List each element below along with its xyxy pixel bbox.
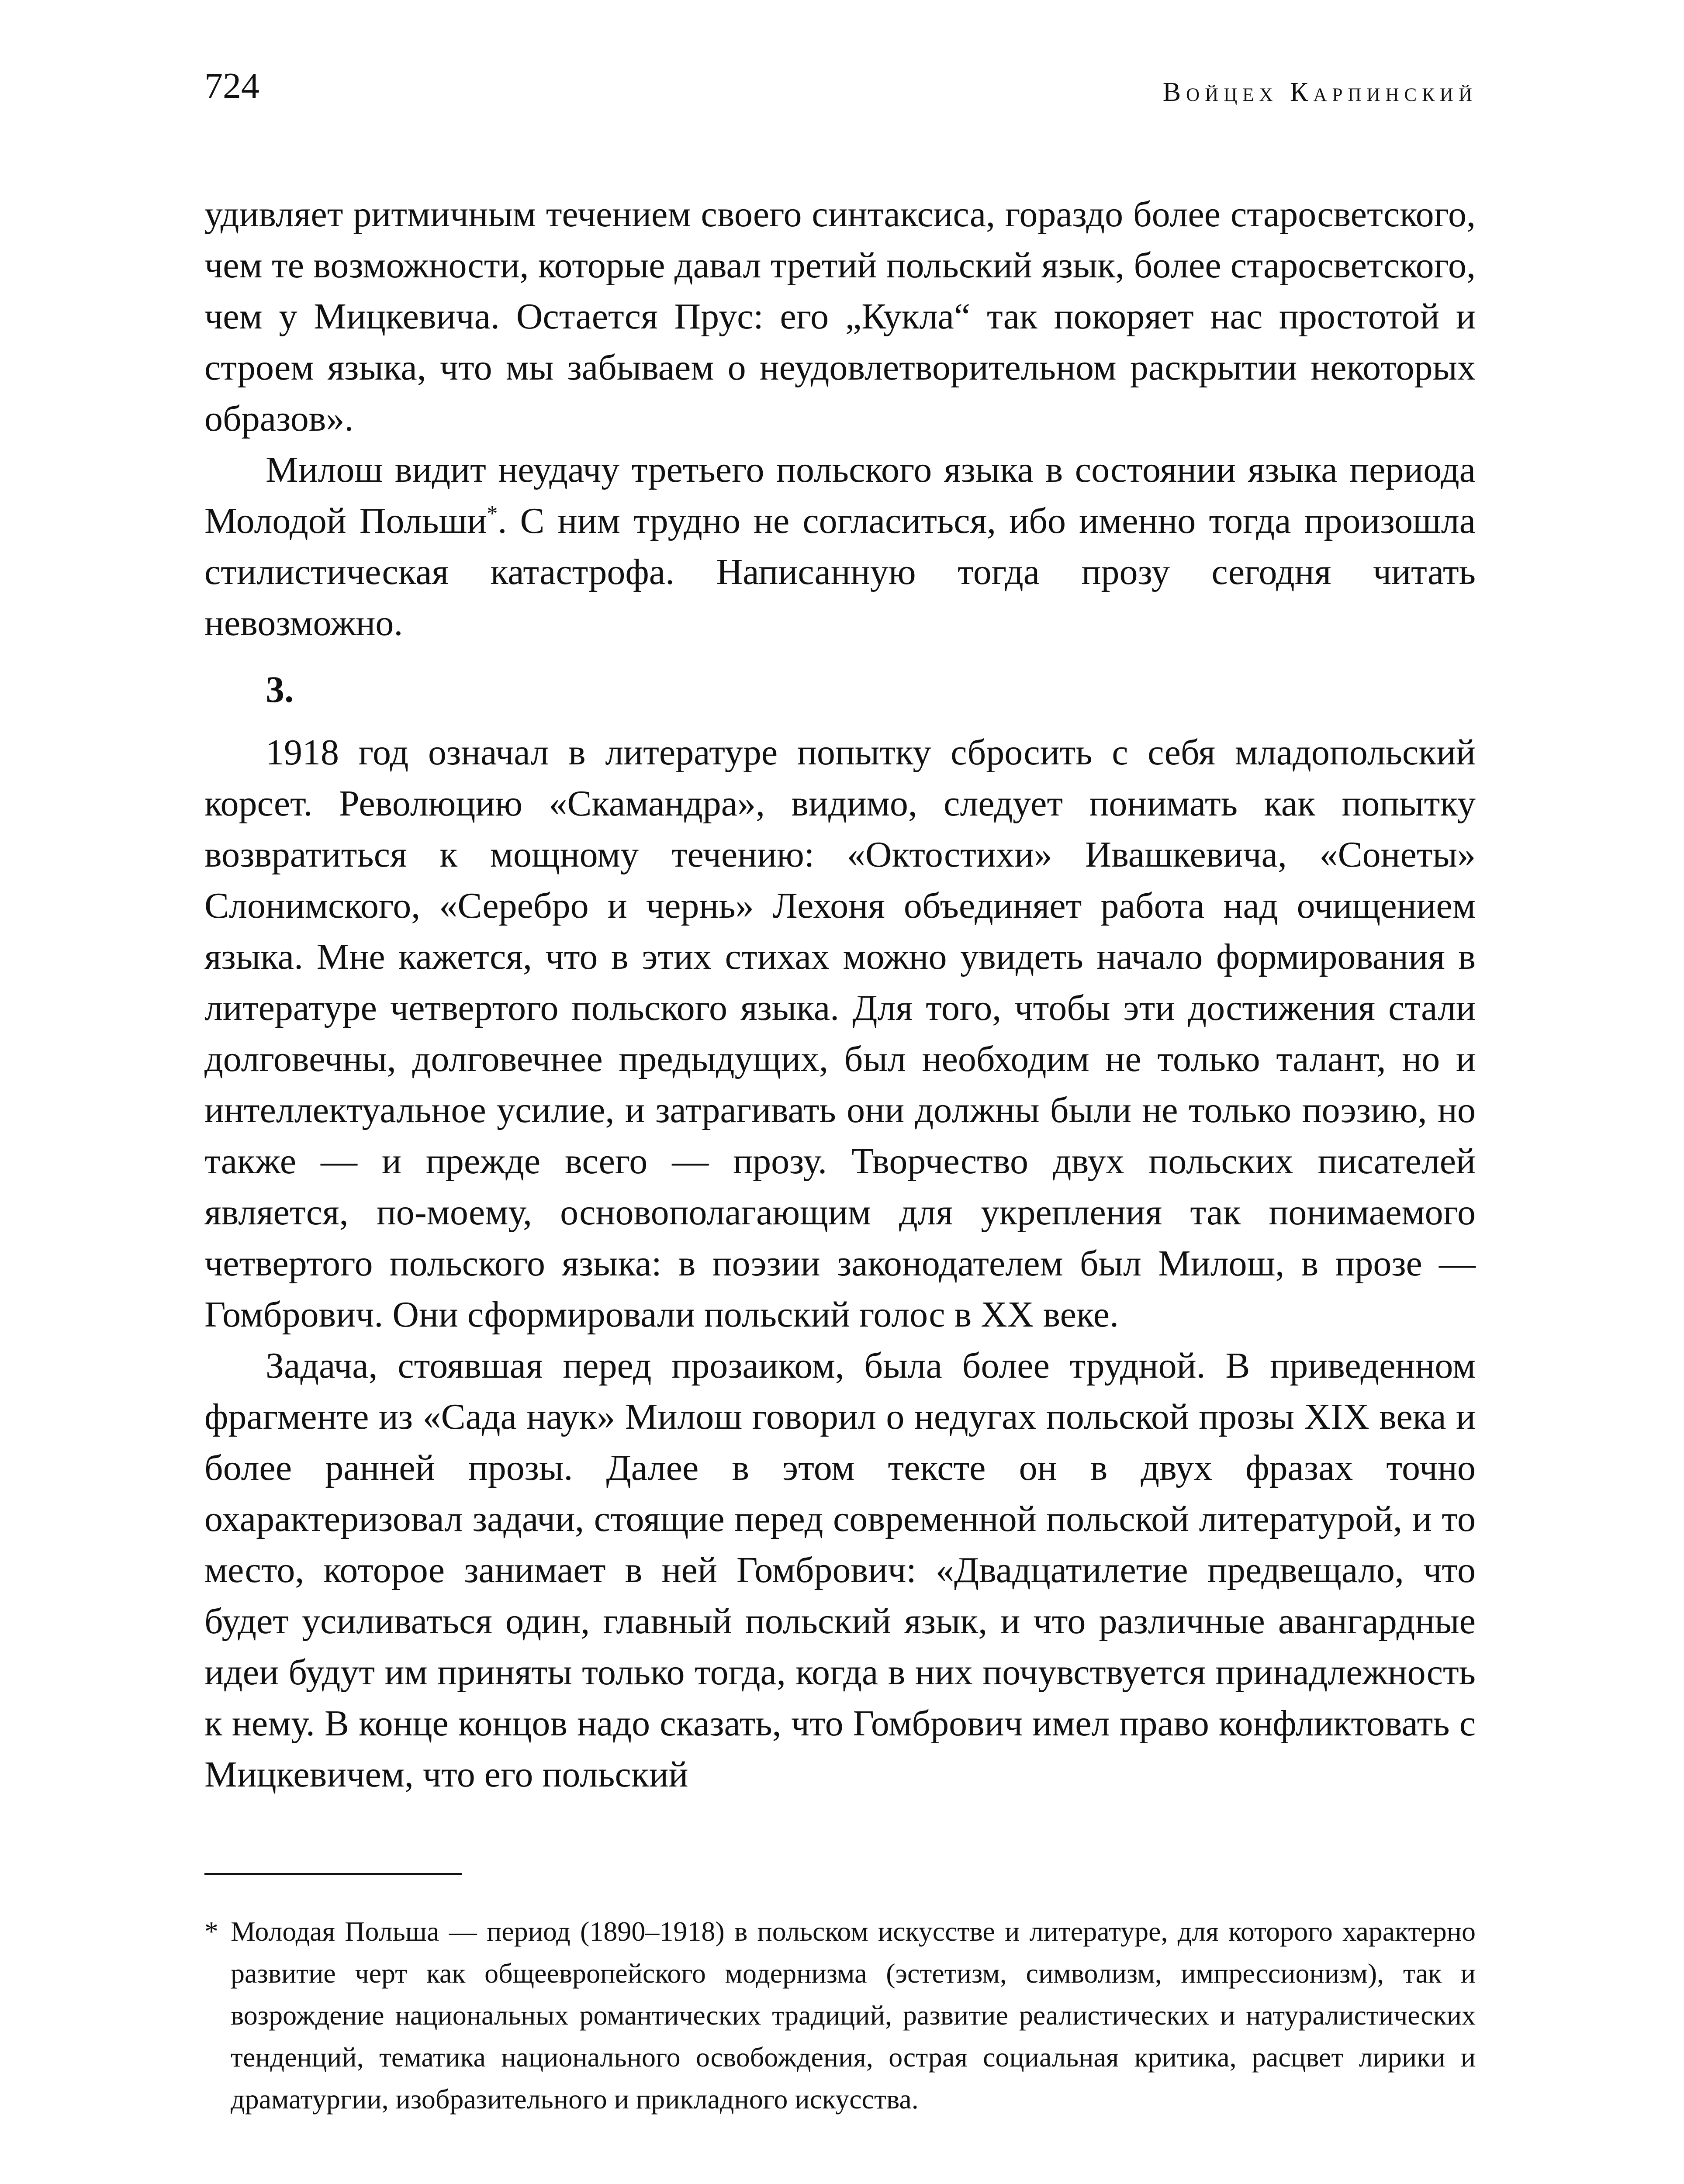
- top-text-block: [204, 189, 1476, 649]
- section-text-block: [204, 727, 1476, 1800]
- paragraph-1918: 1918 год означал в литературе попытку сбросить с себя младопольский корсет. Революцию «Скамандра», видимо, следует понимать как попытку возвратиться к мощному течению: «Октостихи» Ивашкевича, «Сонеты» Слонимского, «Серебро и чернь» Лехоня объединяет работа над очищением языка. Мне кажется, что в этих стихах можно увидеть начало формирования в литературе четвертого польского языка. Для того, чтобы эти достижения стали долговечны, долговечнее предыдущих, был необходим не только талант, но и интеллектуальное усилие, и затрагивать они должны были не только поэзию, но также — и прежде всего — прозу. Творчество двух польских писателей является, по-моему, основополагающим для укрепления так понимаемого четвертого польского языка: в поэзии законодателем был Милош, в прозе — Гомбрович. Они сформировали польский голос в XX веке.: [204, 732, 1476, 1335]
- page-number: 724: [204, 66, 259, 106]
- footnote: [204, 1911, 1476, 2120]
- paragraph-text: . С ним трудно не согласиться, ибо именно тогда произошла стилистическая катастрофа. Написанную тогда прозу сегодня читать невозможно.: [204, 501, 1476, 643]
- footnote-reference-mark: *: [487, 501, 498, 526]
- running-head: Войцех Карпинский: [1162, 77, 1477, 107]
- section-number: 3.: [266, 668, 294, 710]
- paragraph-molodaya-polsha: [204, 444, 1476, 649]
- paragraph-prose-task: Задача, стоявшая перед прозаиком, была более трудной. В приведенном фрагменте из «Сада наук» Милош говорил о недугах польской прозы XIX века и более ранней прозы. Далее в этом тексте он в двух фразах точно охарактеризовал задачи, стоящие перед современной польской литературой, и то место, которое занимает в ней Гомбрович: «Двадцатилетие предвещало, что будет усиливаться один, главный польский язык, и что различные авангардные идеи будут им приняты только тогда, когда в них почувствуется принадлежность к нему. В конце концов надо сказать, что Гомбрович имел право конфликтовать с Мицкевичем, что его польский: [204, 1345, 1476, 1795]
- paragraph-text: Милош видит неудачу третьего польского языка в состоянии языка периода Молодой Польши: [204, 449, 1476, 541]
- footnote-text: Молодая Польша — период (1890–1918) в польском искусстве и литературе, для которого характерно развитие черт как общеевропейского модернизма (эстетизм, символизм, импрессионизм), так и возрождение национальных романтических традиций, развитие реалистических и натуралистических тенденций, тематика национального освобождения, острая социальная критика, расцвет лирики и драматургии, изобразительного и прикладного искусства.: [231, 1916, 1476, 2115]
- footnote-mark: *: [204, 1916, 218, 1947]
- paragraph-continued: удивляет ритмичным течением своего синтаксиса, гораздо более старосветского, чем те возможности, которые давал третий польский язык, более старосветского, чем у Мицкевича. Остается Прус: его „Кукла“ так покоряет нас простотой и строем языка, что мы забываем о неудовлетворительном раскрытии некоторых образов».: [204, 194, 1476, 439]
- footnote-divider: [204, 1873, 462, 1875]
